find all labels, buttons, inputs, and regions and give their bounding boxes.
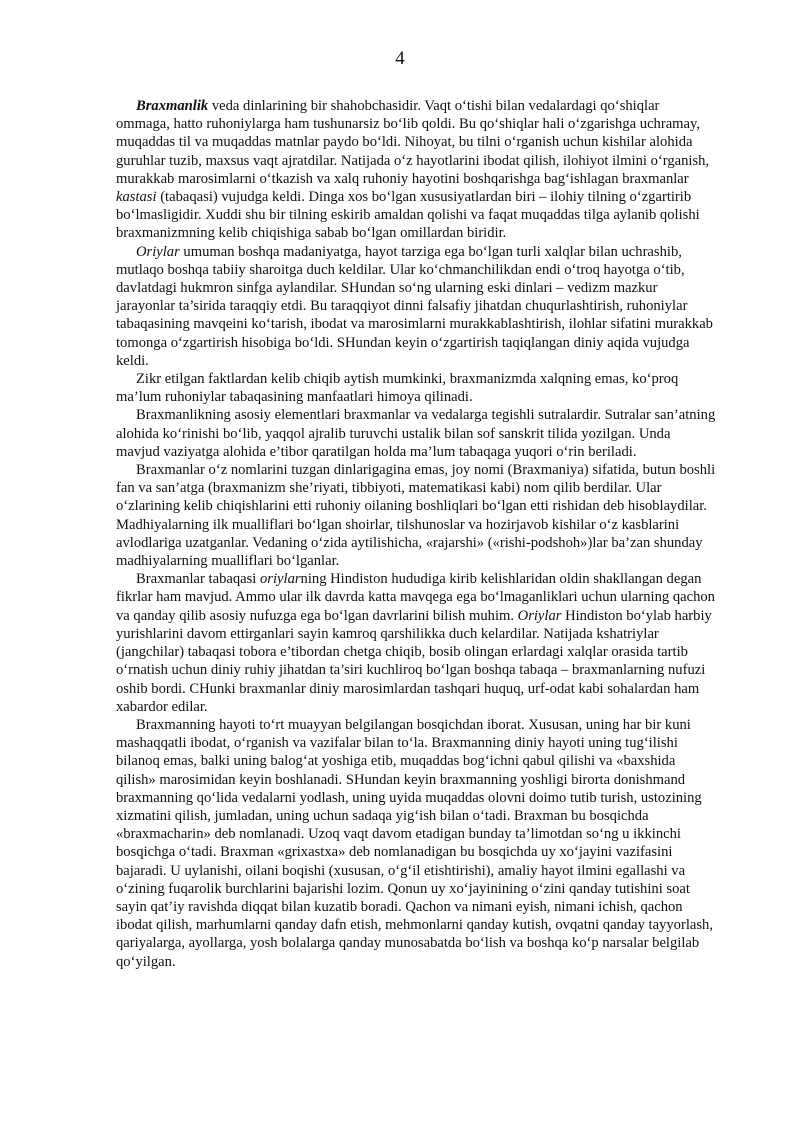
emphasized-text: Braxmanlik <box>136 98 209 114</box>
paragraph <box>116 570 716 716</box>
text-run: Braxmanlikning asosiy elementlari braxmanlar va vedalarga tegishli sutralardir. Sutralar san’atning alohida ko‘rinishi bo‘lib, yaqqol ajralib turuvchi ustalik bilan sof sanskrit tilida yozilgan. Unda mavjud vaziyatga alohida e’tibor qaratilgan holda ma’lum tabaqaga yuqori o‘rin beriladi. <box>116 407 716 460</box>
paragraph <box>116 461 716 570</box>
paragraph <box>116 243 716 370</box>
emphasized-text: oriylar <box>260 571 301 588</box>
emphasized-text: kastasi <box>116 189 157 206</box>
page-number: 4 <box>395 48 405 69</box>
document-body <box>116 97 716 971</box>
paragraph <box>116 716 716 971</box>
text-run: veda dinlarining bir shahobchasidir. Vaqt o‘tishi bilan vedalardagi qo‘shiqlar ommaga, hatto ruhoniylarga ham tushunarsiz bo‘lib qoldi. Bu qo‘shiqlar hali o‘zgarishga uchramay, muqaddas til va muqaddas matnlar paydo bo‘ldi. Nihoyat, bu tilni o‘rganish uchun kishilar alohida guruhlar tuzib, maxsus vaqt ajratdilar. Natijada o‘z hayotlarini ibodat qilish, ilohiyot ilmini o‘rganish, murakkab marosimlarni o‘tkazish va xalq ruhoniy hayotini boshqarishga bag‘ishlagan braxmanlar <box>116 98 710 187</box>
text-run: (tabaqasi) vujudga keldi. Dinga xos bo‘lgan xususiyatlardan biri – ilohiy tilning o‘zgartirib bo‘lmasligidir. Xuddi shu bir tilning eskirib amaldan qolishi va faqat muqaddas tilga aylanib qolishi braxmanizmning kelib chiqishiga sabab bo‘lgan omillardan biridir. <box>116 189 700 242</box>
text-run: Braxmanlar o‘z nomlarini tuzgan dinlarigagina emas, joy nomi (Braxmaniya) sifatida, butun boshli fan va san’atga (braxmanizm she’riyati, tibbiyoti, matematikasi kabi) nom qilib berdilar. Ular o‘zlarining kelib chiqishlarini etti ruhoniy oilaning boshliqlari bo‘lgan etti rishidan deb hisoblaydilar. Madhiyalarning ilk mualliflari bo‘lgan shoirlar, tilshunoslar va hozirjavob kishilar o‘z kasblarini avlodlariga uzatganlar. Vedaning o‘zida aytilishicha, «rajarshi» («rishi-podshoh»)lar ba’zan shunday madhiyalarning mualliflari bo‘lganlar. <box>116 462 716 570</box>
text-run: Zikr etilgan faktlardan kelib chiqib aytish mumkinki, braxmanizmda xalqning emas, ko‘proq ma’lum ruhoniylar tabaqasining manfaatlari himoya qilinadi. <box>116 371 679 406</box>
text-run: Hindiston bo‘ylab harbiy yurishlarini davom ettirganlari sayin kamroq qarshilikka duch kelardilar. Natijada kshatriylar (jangchilar) tabaqasi tobora e’tibordan chetga chiqib, bosib olingan erlardagi xalqlar orasida tartib o‘rnatish uchun diniy ruhiy jihatdan ta’siri kuchliroq bo‘lgan boshqa tabaqa – braxmanlarning nufuzi oshib bordi. CHunki braxmanlar diniy marosimlardan tashqari huquq, urf-odat kabi sohalardan ham xabardor edilar. <box>116 607 712 715</box>
paragraph <box>116 97 716 243</box>
paragraph <box>116 370 716 406</box>
emphasized-text: Oriylar <box>517 607 562 624</box>
text-run: Braxmanning hayoti to‘rt muayyan belgilangan bosqichdan iborat. Xususan, uning har bir kuni mashaqqatli ibodat, o‘rganish va vazifalar bilan to‘la. Braxmanning diniy hayoti uning tug‘ilishi bilanoq emas, balki uning balog‘at yoshiga etib, muqaddas bog‘ichni qabul qilishi va «baxshida qilish» marosimidan keyin boshlanadi. SHundan keyin braxmanning yoshligi birorta donishmand braxmanning qo‘lida vedalarni yodlash, uning uyida muqaddas olovni doimo tutib turish, ustozining xizmatini qilish, jumladan, uning uchun sadaqa yig‘ish bilan o‘tadi. Braxman bu bosqichda «braxmacharin» deb nomlanadi. Uzoq vaqt davom etadigan bunday ta’limotdan so‘ng u ikkinchi bosqichga o‘tadi. Braxman «grixastxa» deb nomlanadigan bu bosqichda uy xo‘jayini vazifasini bajaradi. U uylanishi, oilani boqishi (xususan, o‘g‘il etishtirishi), amaliy hayot ilmini egallashi va o‘zining fuqarolik burchlarini bajarishi lozim. Qonun uy xo‘jayinining o‘zini qanday tutishini soat sayin qat’iy ravishda diqqat bilan kuzatib boradi. Qachon va nimani eyish, nimani ichish, qachon ibodat qilish, marhumlarni qanday dafn etish, mehmonlarni qanday kutish, ovqatni qanday tayyorlash, qariyalarga, ayollarga, yosh bolalarga qanday munosabatda bo‘lish va boshqa ko‘p narsalar belgilab qo‘yilgan. <box>116 716 713 970</box>
text-run: Braxmanlar tabaqasi <box>136 571 260 588</box>
text-run: ning Hindiston hududiga kirib kelishlaridan oldin shakllangan degan fikrlar ham mavjud. Ammo ular ilk davrda katta mavqega ega bo‘lmaganliklari uchun ularning qachon va qanday qilib asosiy nufuzga ega bo‘lgan davrlarini bilish muhim. <box>116 571 715 624</box>
text-run: umuman boshqa madaniyatga, hayot tarziga ega bo‘lgan turli xalqlar bilan uchrashib, mutlaqo boshqa tabiiy sharoitga duch keldilar. Ular ko‘chmanchilikdan endi o‘troq hayotga o‘tib, davlatdagi hukmron sinfga aylandilar. SHundan so‘ng ularning eski dinlari – vedizm mazkur jarayonlar ta’sirida taraqqiy etdi. Bu taraqqiyot dinni falsafiy jihatdan chuqurlashtirish, ruhoniylar tabaqasining mavqeini ko‘tarish, ibodat va marosimlarni murakkablashtirish, ilohlar sifatini murakkab tomonga o‘zgartirish hisobiga bo‘ldi. SHundan keyin o‘zgartirish taqiqlangan diniy aqida vujudga keldi. <box>116 243 713 369</box>
paragraph <box>116 406 716 461</box>
emphasized-text: Oriylar <box>136 243 180 260</box>
